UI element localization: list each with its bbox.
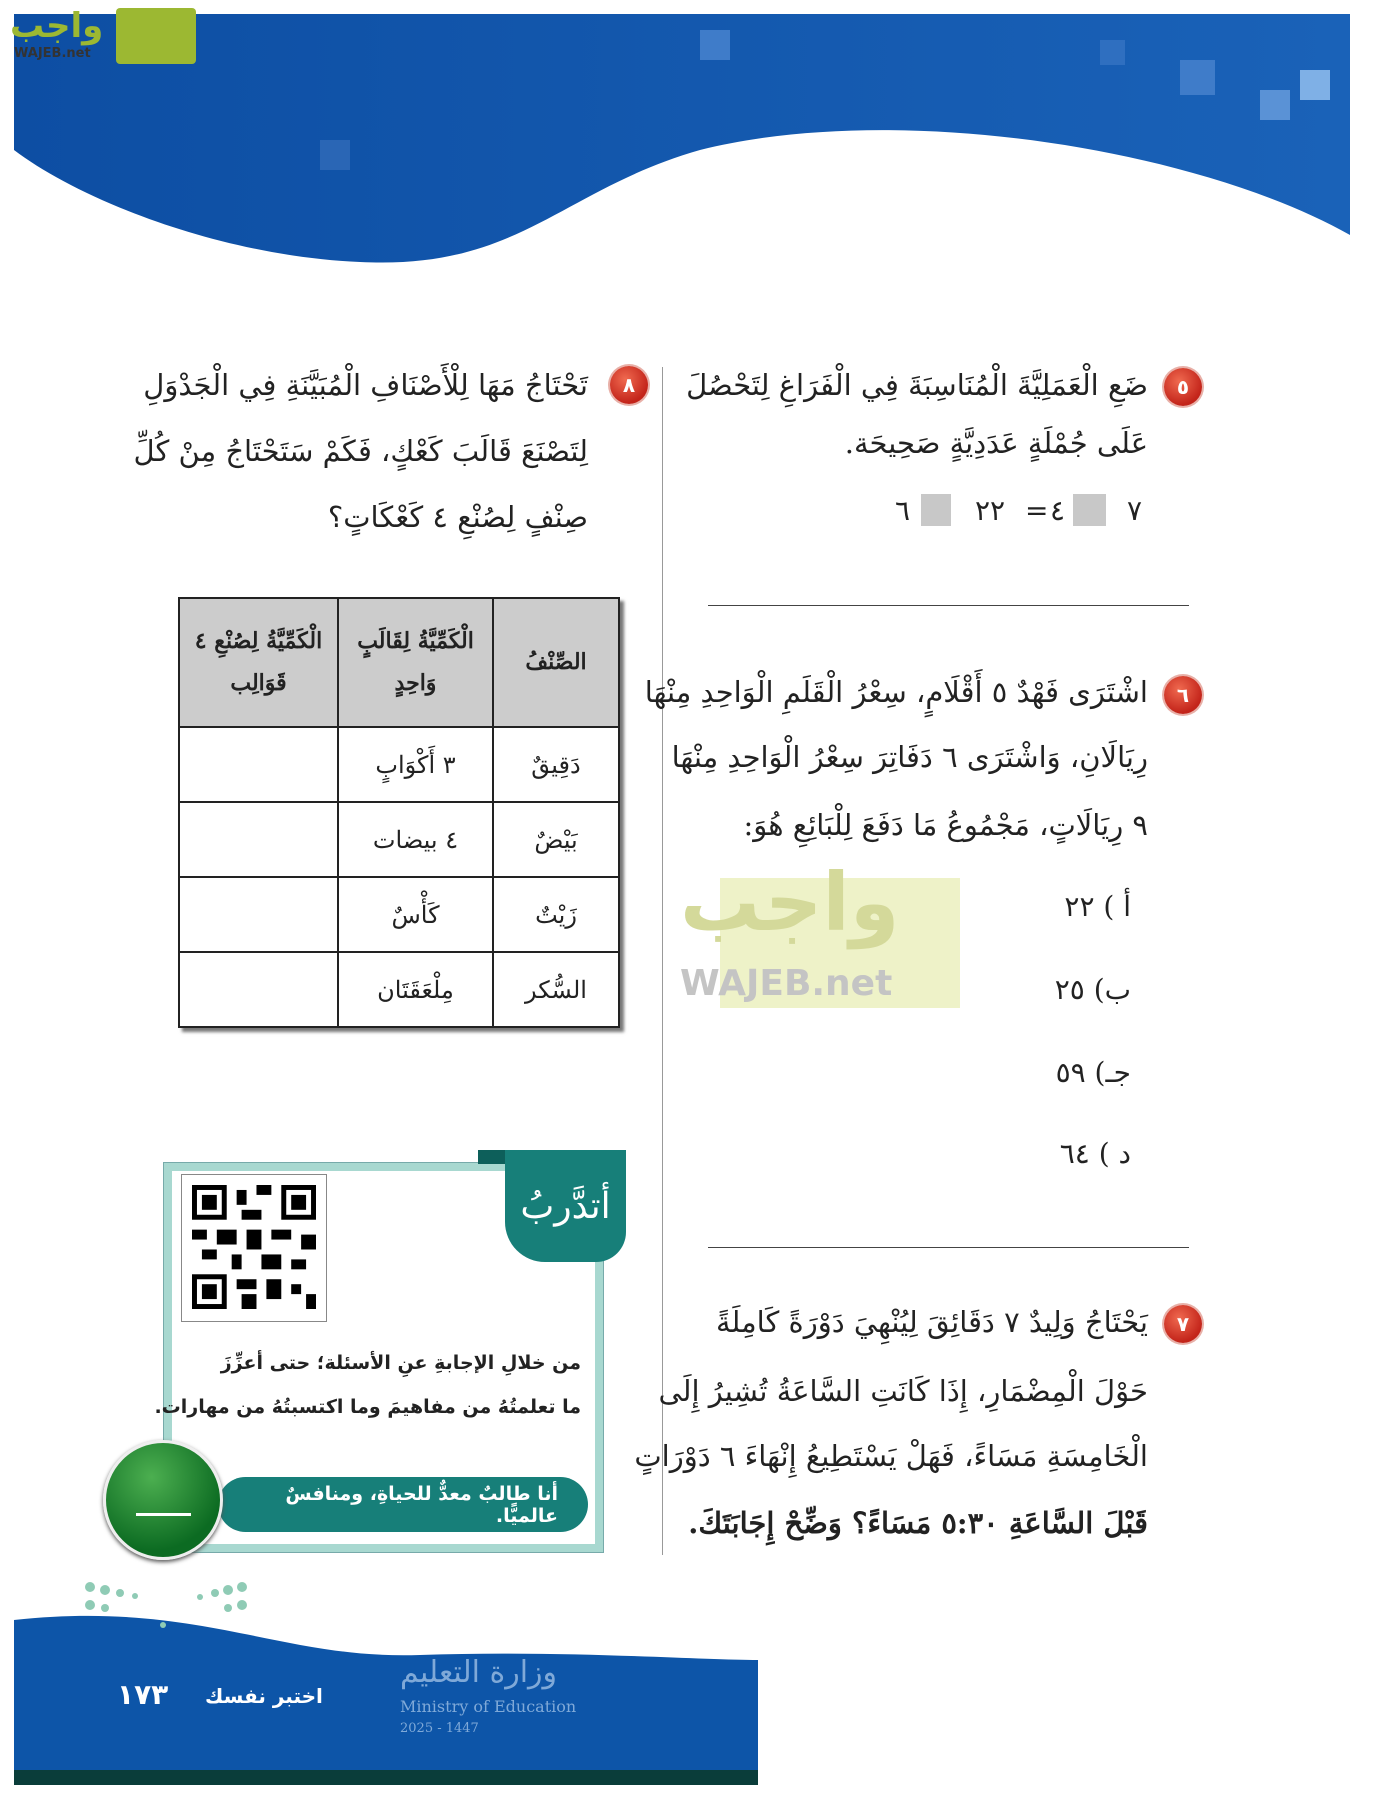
q6-line: اشْتَرَى فَهْدٌ ٥ أَقْلَامٍ، سِعْرُ الْقَلَمِ الْوَاحِدِ مِنْهَا bbox=[644, 675, 1148, 709]
answer-cell[interactable] bbox=[179, 952, 338, 1027]
eq-number: ٧ bbox=[1127, 494, 1143, 527]
header-banner bbox=[0, 0, 1396, 300]
qr-icon bbox=[192, 1185, 316, 1309]
eq-number: ٢٢ bbox=[975, 494, 1006, 527]
q5-line: عَلَى جُمْلَةٍ عَدَدِيَّةٍ صَحِيحَة. bbox=[844, 426, 1148, 460]
answer-cell[interactable] bbox=[179, 727, 338, 802]
q8-line: تَحْتَاجُ مَهَا لِلْأَصْنَافِ الْمُبَيَّنَةِ فِي الْجَدْوَلِ bbox=[143, 368, 588, 402]
eq-sign: = bbox=[1025, 494, 1049, 527]
question-8-badge: ٨ bbox=[610, 366, 648, 404]
ministry-year: 2025 - 1447 bbox=[400, 1721, 479, 1736]
q6-line: ٩ رِيَالَاتٍ، مَجْمُوعُ مَا دَفَعَ لِلْبَائِعِ هُوَ: bbox=[743, 808, 1148, 842]
ministry-name: وزارة التعليم bbox=[400, 1655, 558, 1690]
eq-number: ٤ bbox=[1050, 494, 1066, 527]
watermark: واجب WAJEB.net bbox=[680, 868, 1010, 1018]
table-header: الْكَمِّيَّةُ لِقَالَبٍ وَاحِدٍ bbox=[338, 598, 493, 727]
page-number: ١٧٣ bbox=[117, 1678, 169, 1711]
q7-line: حَوْلَ الْمِضْمَارِ، إِذَا كَانَتِ السَّاعَةُ تُشِيرُ إِلَى bbox=[658, 1374, 1148, 1408]
table-header: الصِّنْفُ bbox=[493, 598, 619, 727]
q8-line: صِنْفٍ لِصُنْعِ ٤ كَعْكَاتٍ؟ bbox=[327, 500, 588, 534]
practice-text: ما تعلمتُهُ من مفاهيمَ وما اكتسبتُهُ من مهارات. bbox=[154, 1396, 581, 1418]
question-6-badge: ٦ bbox=[1164, 676, 1202, 714]
option-d[interactable]: د ) ٦٤ bbox=[1059, 1137, 1131, 1170]
ministry-name-en: Ministry of Education bbox=[400, 1697, 577, 1716]
footer-label: اختبر نفسك bbox=[205, 1684, 323, 1708]
saudi-flag-icon bbox=[103, 1440, 223, 1560]
eq-number: ٦ bbox=[895, 494, 911, 527]
qr-code[interactable] bbox=[181, 1174, 327, 1322]
q7-line: قَبْلَ السَّاعَةِ ٥:٣٠ مَسَاءً؟ وَضِّحْ إِجَابَتَكَ. bbox=[688, 1506, 1148, 1540]
table-row: السُّكر مِلْعَقَتَان bbox=[179, 952, 619, 1027]
question-5-badge: ٥ bbox=[1164, 368, 1202, 406]
q7-line: يَحْتَاجُ وَلِيدٌ ٧ دَقَائِقَ لِيُنْهِيَ دَوْرَةً كَامِلَةً bbox=[716, 1305, 1148, 1339]
q5-line: ضَعِ الْعَمَلِيَّةَ الْمُنَاسِبَةَ فِي الْفَرَاغِ لِتَحْصُلَ bbox=[686, 368, 1148, 402]
option-b[interactable]: ب) ٢٥ bbox=[1054, 973, 1131, 1006]
table-row: بَيْضٌ ٤ بيضات bbox=[179, 802, 619, 877]
book-icon bbox=[116, 8, 196, 64]
ingredients-table bbox=[178, 597, 620, 1028]
table-row: دَقِيقٌ ٣ أَكْوَابٍ bbox=[179, 727, 619, 802]
logo-sub: WAJEB.net bbox=[14, 46, 91, 61]
wajeb-logo bbox=[10, 6, 190, 66]
practice-text: من خلالِ الإجابةِ عنِ الأسئلة؛ حتى أعزِّزَ bbox=[220, 1352, 581, 1374]
q6-line: رِيَالَانِ، وَاشْتَرَى ٦ دَفَاتِرَ سِعْرُ الْوَاحِدِ مِنْهَا bbox=[671, 740, 1148, 774]
divider bbox=[708, 605, 1189, 606]
q7-line: الْخَامِسَةِ مَسَاءً، فَهَلْ يَسْتَطِيعُ إِنْهَاءَ ٦ دَوْرَاتٍ bbox=[634, 1439, 1148, 1473]
q8-line: لِتَصْنَعَ قَالَبَ كَعْكٍ، فَكَمْ سَتَحْتَاجُ مِنْ كُلِّ bbox=[133, 434, 588, 468]
answer-cell[interactable] bbox=[179, 877, 338, 952]
logo-text: واجب bbox=[10, 6, 104, 46]
table-row: زَيْتٌ كَأْسٌ bbox=[179, 877, 619, 952]
practice-tab: أتدَّربُ bbox=[505, 1150, 626, 1262]
divider bbox=[708, 1247, 1189, 1248]
option-a[interactable]: أ ) ٢٢ bbox=[1064, 890, 1131, 923]
blank-box[interactable] bbox=[921, 494, 951, 526]
question-7-badge: ٧ bbox=[1164, 1305, 1202, 1343]
blank-box[interactable] bbox=[1073, 494, 1106, 526]
answer-cell[interactable] bbox=[179, 802, 338, 877]
table-header: الْكَمِّيَّةُ لِصُنْعِ ٤ قَوَالِب bbox=[179, 598, 338, 727]
q5-equation bbox=[895, 494, 1155, 536]
motto-pill: أنا طالبٌ معدٌّ للحياةِ، ومنافسٌ عالميًّا. bbox=[218, 1477, 588, 1532]
option-c[interactable]: جـ) ٥٩ bbox=[1055, 1056, 1131, 1089]
